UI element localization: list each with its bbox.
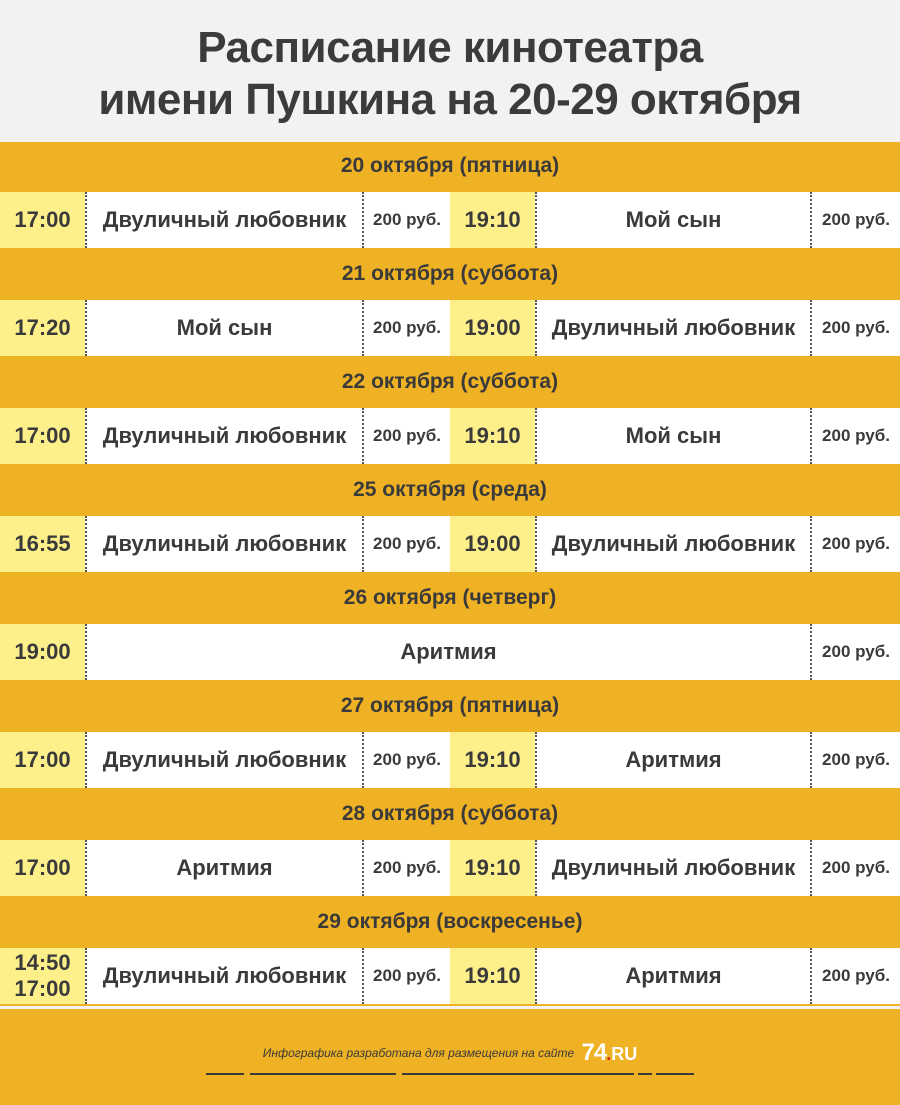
- session-row: [0, 192, 900, 248]
- footer-rule: [250, 1073, 396, 1075]
- day-block: [0, 574, 900, 682]
- film-title: Мой сын: [535, 192, 810, 248]
- session-time: [450, 840, 535, 896]
- day-date-header: 25 октября (среда): [0, 466, 900, 514]
- day-block: [0, 358, 900, 466]
- footer-credit: [0, 1039, 900, 1067]
- session-row: [0, 948, 900, 1004]
- session-time-value: 16:55: [14, 531, 71, 556]
- film-title: Двуличный любовник: [85, 516, 362, 572]
- day-block: [0, 682, 900, 790]
- film-title: Аритмия: [535, 732, 810, 788]
- session-time: [0, 516, 85, 572]
- session-time: [0, 732, 85, 788]
- ticket-price: 200 руб.: [810, 192, 900, 248]
- day-date-header: 29 октября (воскресенье): [0, 898, 900, 946]
- film-title: Двуличный любовник: [535, 300, 810, 356]
- session-row: [0, 408, 900, 464]
- ticket-price: 200 руб.: [362, 732, 450, 788]
- film-title: Аритмия: [85, 840, 362, 896]
- day-date-header: 28 октября (суббота): [0, 790, 900, 838]
- ticket-price: 200 руб.: [810, 624, 900, 680]
- film-title: Двуличный любовник: [535, 840, 810, 896]
- ticket-price: 200 руб.: [362, 408, 450, 464]
- film-title: Аритмия: [535, 948, 810, 1004]
- session-time-value: 19:00: [464, 531, 521, 556]
- session-time-value: 14:50: [14, 950, 71, 975]
- session-row: [0, 624, 900, 680]
- session-time: [450, 192, 535, 248]
- session-time: [450, 732, 535, 788]
- session-time-value: 19:10: [464, 963, 521, 988]
- session-time: [0, 948, 85, 1004]
- ticket-price: 200 руб.: [810, 948, 900, 1004]
- ticket-price: 200 руб.: [362, 840, 450, 896]
- session-time-value: 19:00: [14, 639, 71, 664]
- logo-dot: .: [606, 1044, 612, 1064]
- schedule-table: [0, 142, 900, 1006]
- session-time-value: 17:00: [14, 747, 71, 772]
- session-time-value: 17:00: [14, 855, 71, 880]
- session-time-value: 17:20: [14, 315, 71, 340]
- session-time-value: 19:10: [464, 855, 521, 880]
- session-time: [450, 948, 535, 1004]
- session-row: [0, 732, 900, 788]
- day-block: [0, 466, 900, 574]
- film-title: Мой сын: [535, 408, 810, 464]
- session-time-value: 17:00: [14, 976, 71, 1001]
- session-time-value: 19:10: [464, 747, 521, 772]
- day-date-header: 27 октября (пятница): [0, 682, 900, 730]
- day-date-header: 22 октября (суббота): [0, 358, 900, 406]
- page-title-line1: Расписание кинотеатра: [197, 23, 703, 72]
- row-divider: [0, 1004, 900, 1006]
- ticket-price: 200 руб.: [810, 408, 900, 464]
- session-time: [0, 624, 85, 680]
- film-title: Мой сын: [85, 300, 362, 356]
- session-time-value: 17:00: [14, 423, 71, 448]
- film-title: Двуличный любовник: [535, 516, 810, 572]
- day-date-header: 26 октября (четверг): [0, 574, 900, 622]
- session-row: [0, 516, 900, 572]
- film-title: Двуличный любовник: [85, 948, 362, 1004]
- footer-rule: [206, 1073, 244, 1075]
- footer-rule: [656, 1073, 694, 1075]
- ticket-price: 200 руб.: [362, 516, 450, 572]
- film-title: Двуличный любовник: [85, 408, 362, 464]
- ticket-price: 200 руб.: [810, 516, 900, 572]
- day-date-header: 21 октября (суббота): [0, 250, 900, 298]
- session-time: [450, 408, 535, 464]
- ticket-price: 200 руб.: [362, 300, 450, 356]
- session-row: [0, 300, 900, 356]
- session-time-value: 19:10: [464, 207, 521, 232]
- logo-number: 74: [581, 1039, 607, 1066]
- day-block: [0, 250, 900, 358]
- day-block: [0, 898, 900, 1006]
- logo-domain: RU: [611, 1044, 638, 1064]
- day-date-header: 20 октября (пятница): [0, 142, 900, 190]
- session-time: [0, 192, 85, 248]
- session-time: [0, 840, 85, 896]
- ticket-price: 200 руб.: [810, 840, 900, 896]
- day-block: [0, 790, 900, 898]
- page-title-line2: имени Пушкина на 20-29 октября: [98, 75, 802, 124]
- session-row: [0, 840, 900, 896]
- session-time: [0, 300, 85, 356]
- session-time-value: 17:00: [14, 207, 71, 232]
- ticket-price: 200 руб.: [810, 732, 900, 788]
- film-title: Двуличный любовник: [85, 732, 362, 788]
- session-time-value: 19:00: [464, 315, 521, 340]
- ticket-price: 200 руб.: [362, 192, 450, 248]
- film-title: Двуличный любовник: [85, 192, 362, 248]
- session-time: [450, 300, 535, 356]
- session-time: [450, 516, 535, 572]
- site-logo[interactable]: [581, 1039, 637, 1067]
- footer-rule: [638, 1073, 652, 1075]
- day-block: [0, 142, 900, 250]
- footer: [0, 1009, 900, 1105]
- footer-credit-text: Инфографика разработана для размещения на сайте: [262, 1046, 575, 1060]
- session-time: [0, 408, 85, 464]
- footer-rule: [402, 1073, 634, 1075]
- film-title: Аритмия: [85, 624, 810, 680]
- ticket-price: 200 руб.: [362, 948, 450, 1004]
- page-title: [0, 22, 900, 126]
- ticket-price: 200 руб.: [810, 300, 900, 356]
- session-time-value: 19:10: [464, 423, 521, 448]
